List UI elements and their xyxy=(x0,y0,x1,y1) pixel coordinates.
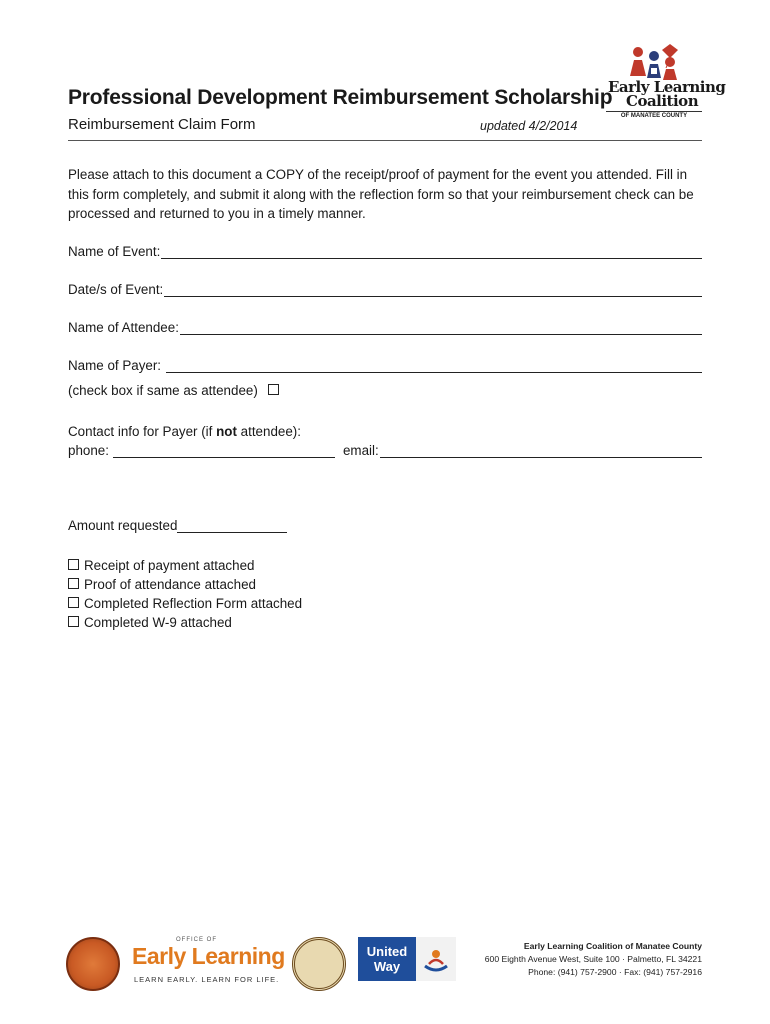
attendee-name-input-line[interactable] xyxy=(180,321,702,335)
payer-name-input-line[interactable] xyxy=(166,359,702,373)
state-seal-logo xyxy=(66,937,120,991)
checklist-item-label: Receipt of payment attached xyxy=(84,558,255,573)
checkbox[interactable] xyxy=(68,559,79,570)
elc-logo-line1: Early Learning xyxy=(608,78,726,96)
payer-name-label: Name of Payer: xyxy=(68,358,162,373)
header-divider xyxy=(68,140,702,141)
checklist-item[interactable] xyxy=(68,575,302,594)
footer-contact-block xyxy=(485,940,702,979)
elc-logo-line2: Coalition xyxy=(626,92,699,110)
checklist-item[interactable] xyxy=(68,613,302,632)
united-way-line1: United xyxy=(366,944,408,959)
event-dates-input-line[interactable] xyxy=(164,283,702,297)
updated-date: updated 4/2/2014 xyxy=(480,119,578,133)
phone-label: phone: xyxy=(68,443,109,458)
contact-info-suffix: attendee): xyxy=(236,424,301,439)
elc-logo xyxy=(604,42,726,122)
event-name-label: Name of Event: xyxy=(68,244,161,259)
united-way-wordmark xyxy=(358,937,416,981)
office-of-early-learning-logo xyxy=(132,935,285,991)
same-as-attendee-label: (check box if same as attendee) xyxy=(68,383,258,398)
event-name-field[interactable] xyxy=(68,244,702,259)
footer-logos xyxy=(66,935,466,991)
county-seal-logo xyxy=(292,937,346,991)
contact-info-bold: not xyxy=(216,424,237,439)
event-dates-field[interactable] xyxy=(68,282,702,297)
amount-requested-field[interactable] xyxy=(68,518,287,533)
checkbox[interactable] xyxy=(68,578,79,589)
phone-input-line[interactable] xyxy=(113,444,335,458)
checklist-item[interactable] xyxy=(68,556,302,575)
united-way-hand-icon xyxy=(416,937,456,981)
attendee-name-field[interactable] xyxy=(68,320,702,335)
payer-contact-row xyxy=(68,443,702,458)
children-figures-icon xyxy=(626,42,696,80)
attachments-checklist xyxy=(68,556,302,632)
checklist-item-label: Completed W-9 attached xyxy=(84,615,232,630)
footer-phone: Phone: (941) 757-2900 · Fax: (941) 757-2916 xyxy=(528,967,702,977)
instructions-paragraph: Please attach to this document a COPY of the receipt/proof of payment for the event you attended. Fill in this form completely, and submit it along with the reflection form so that your reimbursement check can be processed and returned to you in a timely manner. xyxy=(68,167,694,221)
amount-requested-input-line[interactable] xyxy=(177,519,287,533)
oel-small-text: OFFICE OF xyxy=(176,937,217,943)
payer-name-field[interactable] xyxy=(68,358,702,373)
event-name-input-line[interactable] xyxy=(161,245,702,259)
checklist-item-label: Completed Reflection Form attached xyxy=(84,596,303,611)
form-subtitle: Reimbursement Claim Form xyxy=(68,116,256,133)
footer-address: 600 Eighth Avenue West, Suite 100 · Palmetto, FL 34221 xyxy=(484,954,702,964)
checkbox[interactable] xyxy=(68,616,79,627)
elc-logo-line3: OF MANATEE COUNTY xyxy=(606,111,702,119)
same-as-attendee-row xyxy=(68,383,279,398)
checkbox[interactable] xyxy=(68,597,79,608)
oel-tagline: LEARN EARLY. LEARN FOR LIFE. xyxy=(134,975,280,984)
page-title: Professional Development Reimbursement Scholarship xyxy=(68,86,613,109)
same-as-attendee-checkbox[interactable] xyxy=(268,384,279,395)
footer-org-name: Early Learning Coalition of Manatee County xyxy=(523,941,702,951)
email-input-line[interactable] xyxy=(380,444,702,458)
email-label: email: xyxy=(342,443,379,458)
event-dates-label: Date/s of Event: xyxy=(68,282,164,297)
attendee-name-label: Name of Attendee: xyxy=(68,320,179,335)
checklist-item[interactable] xyxy=(68,594,302,613)
united-way-logo xyxy=(358,937,458,981)
amount-requested-label: Amount requested xyxy=(68,518,178,533)
contact-info-prefix: Contact info for Payer (if xyxy=(68,424,217,439)
checklist-item-label: Proof of attendance attached xyxy=(84,577,256,592)
united-way-line2: Way xyxy=(373,959,401,974)
oel-big-text: Early Learning xyxy=(132,943,285,969)
contact-info-heading xyxy=(68,424,301,439)
